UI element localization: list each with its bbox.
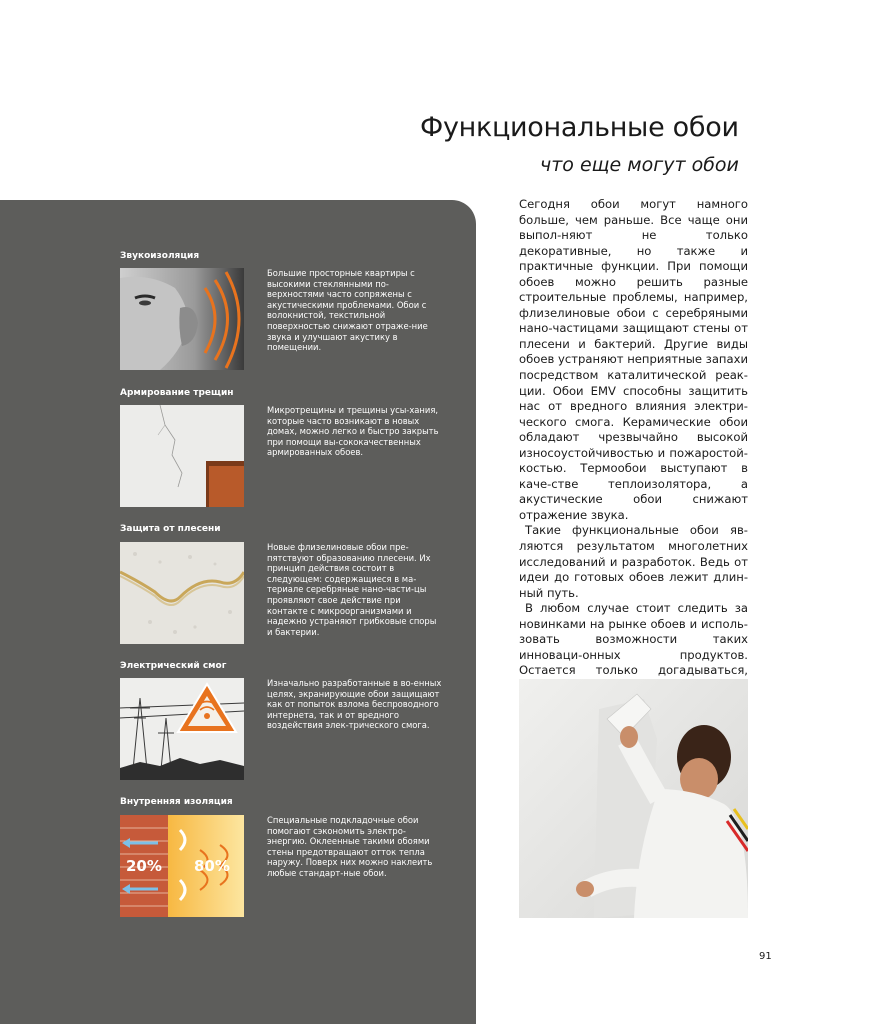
feature-image-sound xyxy=(120,268,244,370)
insulation-label-right: 80% xyxy=(194,857,230,875)
body-paragraph: Такие функциональные обои яв-ляются результатом многолетних исследований и разработок. Ведь от идеи до готовых обоев лежит длин-ный путь. xyxy=(519,523,748,600)
page-title: Функциональные обои xyxy=(420,112,739,143)
page-number: 91 xyxy=(759,951,772,962)
feature-heading-sound: Звукоизоляция xyxy=(120,251,200,261)
feature-image-smog xyxy=(120,678,244,780)
feature-heading-smog: Электрический смог xyxy=(120,661,227,671)
feature-heading-cracks: Армирование трещин xyxy=(120,388,234,398)
feature-text-smog: Изначально разработанные в во-енных целях, экранирующие обои защищают как от попыток взлома беспроводного интернета, так и от вредного воздействия элек-трического смога. xyxy=(267,678,442,731)
feature-image-mold xyxy=(120,542,244,644)
feature-image-cracks xyxy=(120,405,244,507)
feature-text-cracks: Микротрещины и трещины усы-хания, которые часто возникают в новых домах, можно легко и быстро закрыть при помощи вы-сококачественных армированных обоев. xyxy=(267,405,439,458)
feature-heading-insulation: Внутренняя изоляция xyxy=(120,797,233,807)
feature-text-insulation: Специальные подкладочные обои помогают сэкономить электро-энергию. Оклеенные такими обоями стены предотвращают отток тепла наружу. Поверх них можно наклеить любые стандарт-ные обои. xyxy=(267,815,433,878)
body-text xyxy=(519,197,748,710)
feature-text-sound: Большие просторные квартиры с высокими стеклянными по-верхностями часто сопряжены с акустическими проблемами. Обои с волокнистой, текстильной поверхностью снижают отраже-ние звука и улучшают акустику в помещении. xyxy=(267,268,428,353)
photo-man-applying-wallpaper xyxy=(519,679,748,918)
feature-image-insulation xyxy=(120,815,244,917)
feature-heading-mold: Защита от плесени xyxy=(120,524,221,534)
body-paragraph: В любом случае стоит следить за новинками на рынке обоев и исполь-зовать возможности таких инноваци-онных продуктов. Остается только догадываться, xyxy=(519,601,748,678)
body-paragraph: Сегодня обои могут намного больше, чем раньше. Все чаще они выпол-няют не только декоративные, но также и практичные функции. При помощи обоев можно решить разные строительные проблемы, например, флизелиновые обои с серебряными нано-частицами защищают стены от плесени и бактерий. Другие виды обоев устраняют неприятные запахи посредством каталитической реак-ции. Обои EMV способны защитить нас от вредного влияния электри-ческого смога. Керамические обои обладают чрезвычайно высокой износоустойчивостью и пожаростой-костью. Термообои выступают в каче-стве теплоизолятора, а акустические обои снижают отражение звука. xyxy=(519,197,749,522)
insulation-label-left: 20% xyxy=(126,857,162,875)
page-subtitle: что еще могут обои xyxy=(540,154,739,176)
feature-text-mold: Новые флизелиновые обои пре-пятствуют образованию плесени. Их принцип действия состоит в следующем: содержащиеся в ма-териале серебряные нано-части-цы проявляют свое действие при контакте с микроорганизмами и надежно устраняют грибковые споры и бактерии. xyxy=(267,542,437,637)
